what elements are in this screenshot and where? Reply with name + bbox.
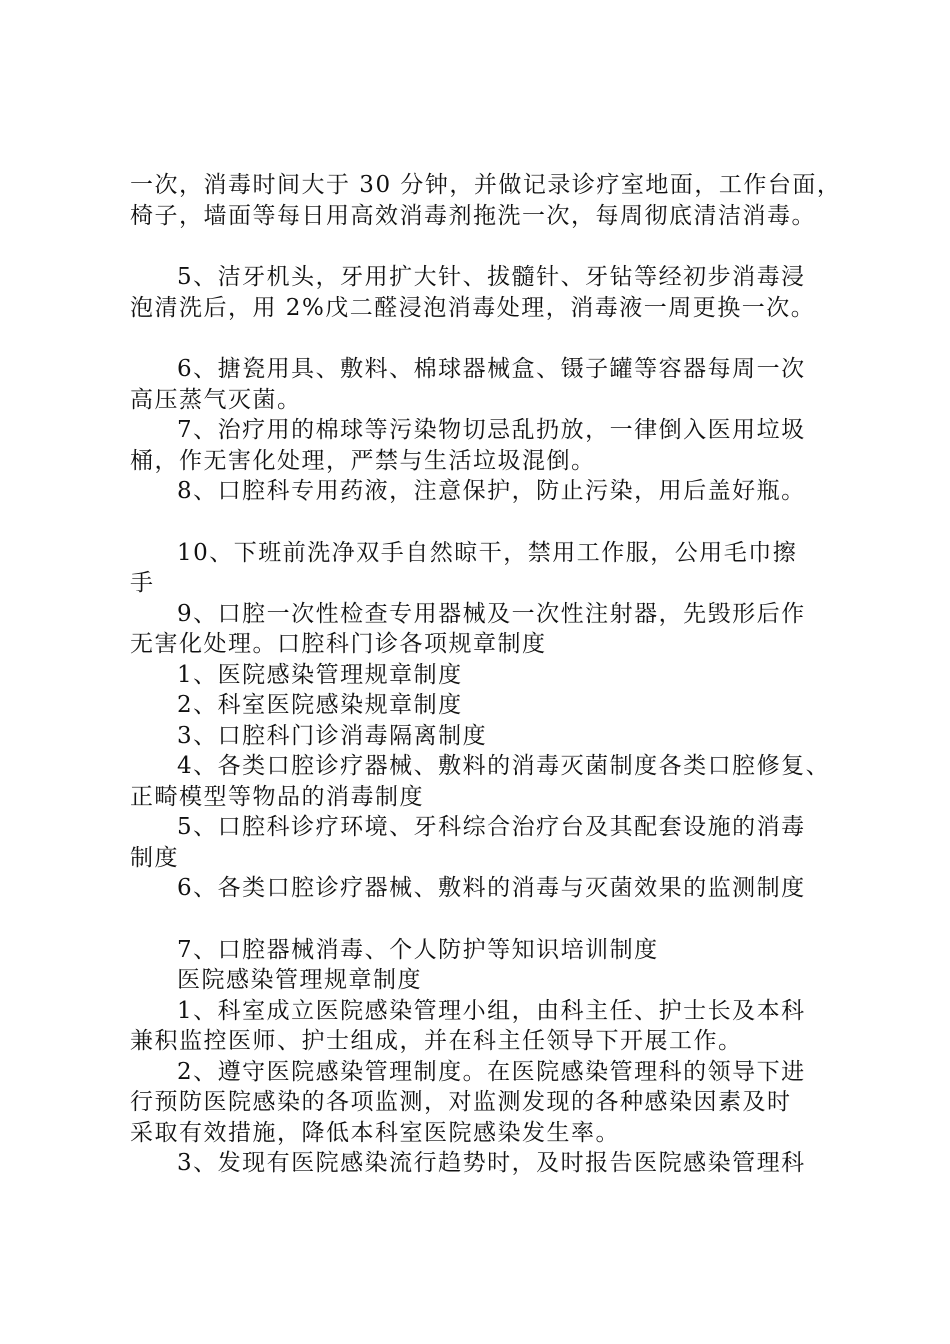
text-line: 3、发现有医院感染流行趋势时，及时报告医院感染管理科 — [177, 1150, 806, 1176]
text-line: 桶，作无害化处理，严禁与生活垃圾混倒。 — [130, 447, 596, 474]
text-line: 7、口腔器械消毒、个人防护等知识培训制度 — [177, 936, 659, 963]
text-line: 正畸模型等物品的消毒制度 — [130, 783, 424, 810]
document-body — [130, 170, 850, 1179]
text-line: 兼积监控医师、护士组成，并在科主任领导下开展工作。 — [130, 1028, 743, 1054]
text-line: 制度 — [130, 844, 179, 871]
paragraph-gap — [130, 507, 850, 538]
text-line: 行预防医院感染的各项监测，对监测发现的各种感染因素及时 — [130, 1089, 792, 1115]
text-line: 2、遵守医院感染管理制度。在医院感染管理科的领导下进 — [177, 1058, 806, 1085]
text-line: 6、搪瓷用具、敷料、棉球器械盒、镊子罐等容器每周一次 — [177, 356, 806, 382]
text-line: 1、科室成立医院感染管理小组，由科主任、护士长及本科 — [177, 997, 806, 1024]
text-line: 1、医院感染管理规章制度 — [177, 661, 463, 688]
text-line: 7、治疗用的棉球等污染物切忌乱扔放，一律倒入医用垃圾 — [177, 417, 806, 443]
text-line: 泡清洗后，用 2%戊二醛浸泡消毒处理，消毒液一周更换一次。 — [130, 294, 816, 321]
text-line: 9、口腔一次性检查专用器械及一次性注射器，先毁形后作 — [177, 600, 806, 627]
text-line: 5、洁牙机头，牙用扩大针、拔髓针、牙钻等经初步消毒浸 — [177, 264, 806, 290]
text-line: 椅子，墙面等每日用高效消毒剂拖洗一次，每周彻底清洁消毒。 — [130, 202, 816, 229]
paragraph-gap — [130, 904, 850, 935]
text-line: 6、各类口腔诊疗器械、敷料的消毒与灭菌效果的监测制度 — [177, 875, 806, 901]
paragraph-gap — [130, 323, 850, 354]
text-line: 4、各类口腔诊疗器械、敷料的消毒灭菌制度各类口腔修复、 — [177, 753, 831, 779]
text-line: 高压蒸气灭菌。 — [130, 386, 302, 413]
text-line: 8、口腔科专用药液，注意保护，防止污染，用后盖好瓶。 — [177, 478, 806, 504]
text-line: 一次，消毒时间大于 30 分钟，并做记录诊疗室地面，工作台面， — [130, 172, 842, 198]
text-line: 5、口腔科诊疗环境、牙科综合治疗台及其配套设施的消毒 — [177, 814, 806, 840]
text-line: 2、科室医院感染规章制度 — [177, 692, 463, 718]
text-line: 10、下班前洗净双手自然晾干，禁用工作服，公用毛巾擦 — [177, 539, 798, 566]
text-line: 手 — [130, 570, 155, 596]
text-line: 医院感染管理规章制度 — [177, 967, 422, 993]
text-line: 采取有效措施，降低本科室医院感染发生率。 — [130, 1119, 620, 1146]
paragraph-gap — [130, 231, 850, 262]
text-line: 3、口腔科门诊消毒隔离制度 — [177, 722, 488, 749]
text-line: 无害化处理。口腔科门诊各项规章制度 — [130, 631, 547, 657]
